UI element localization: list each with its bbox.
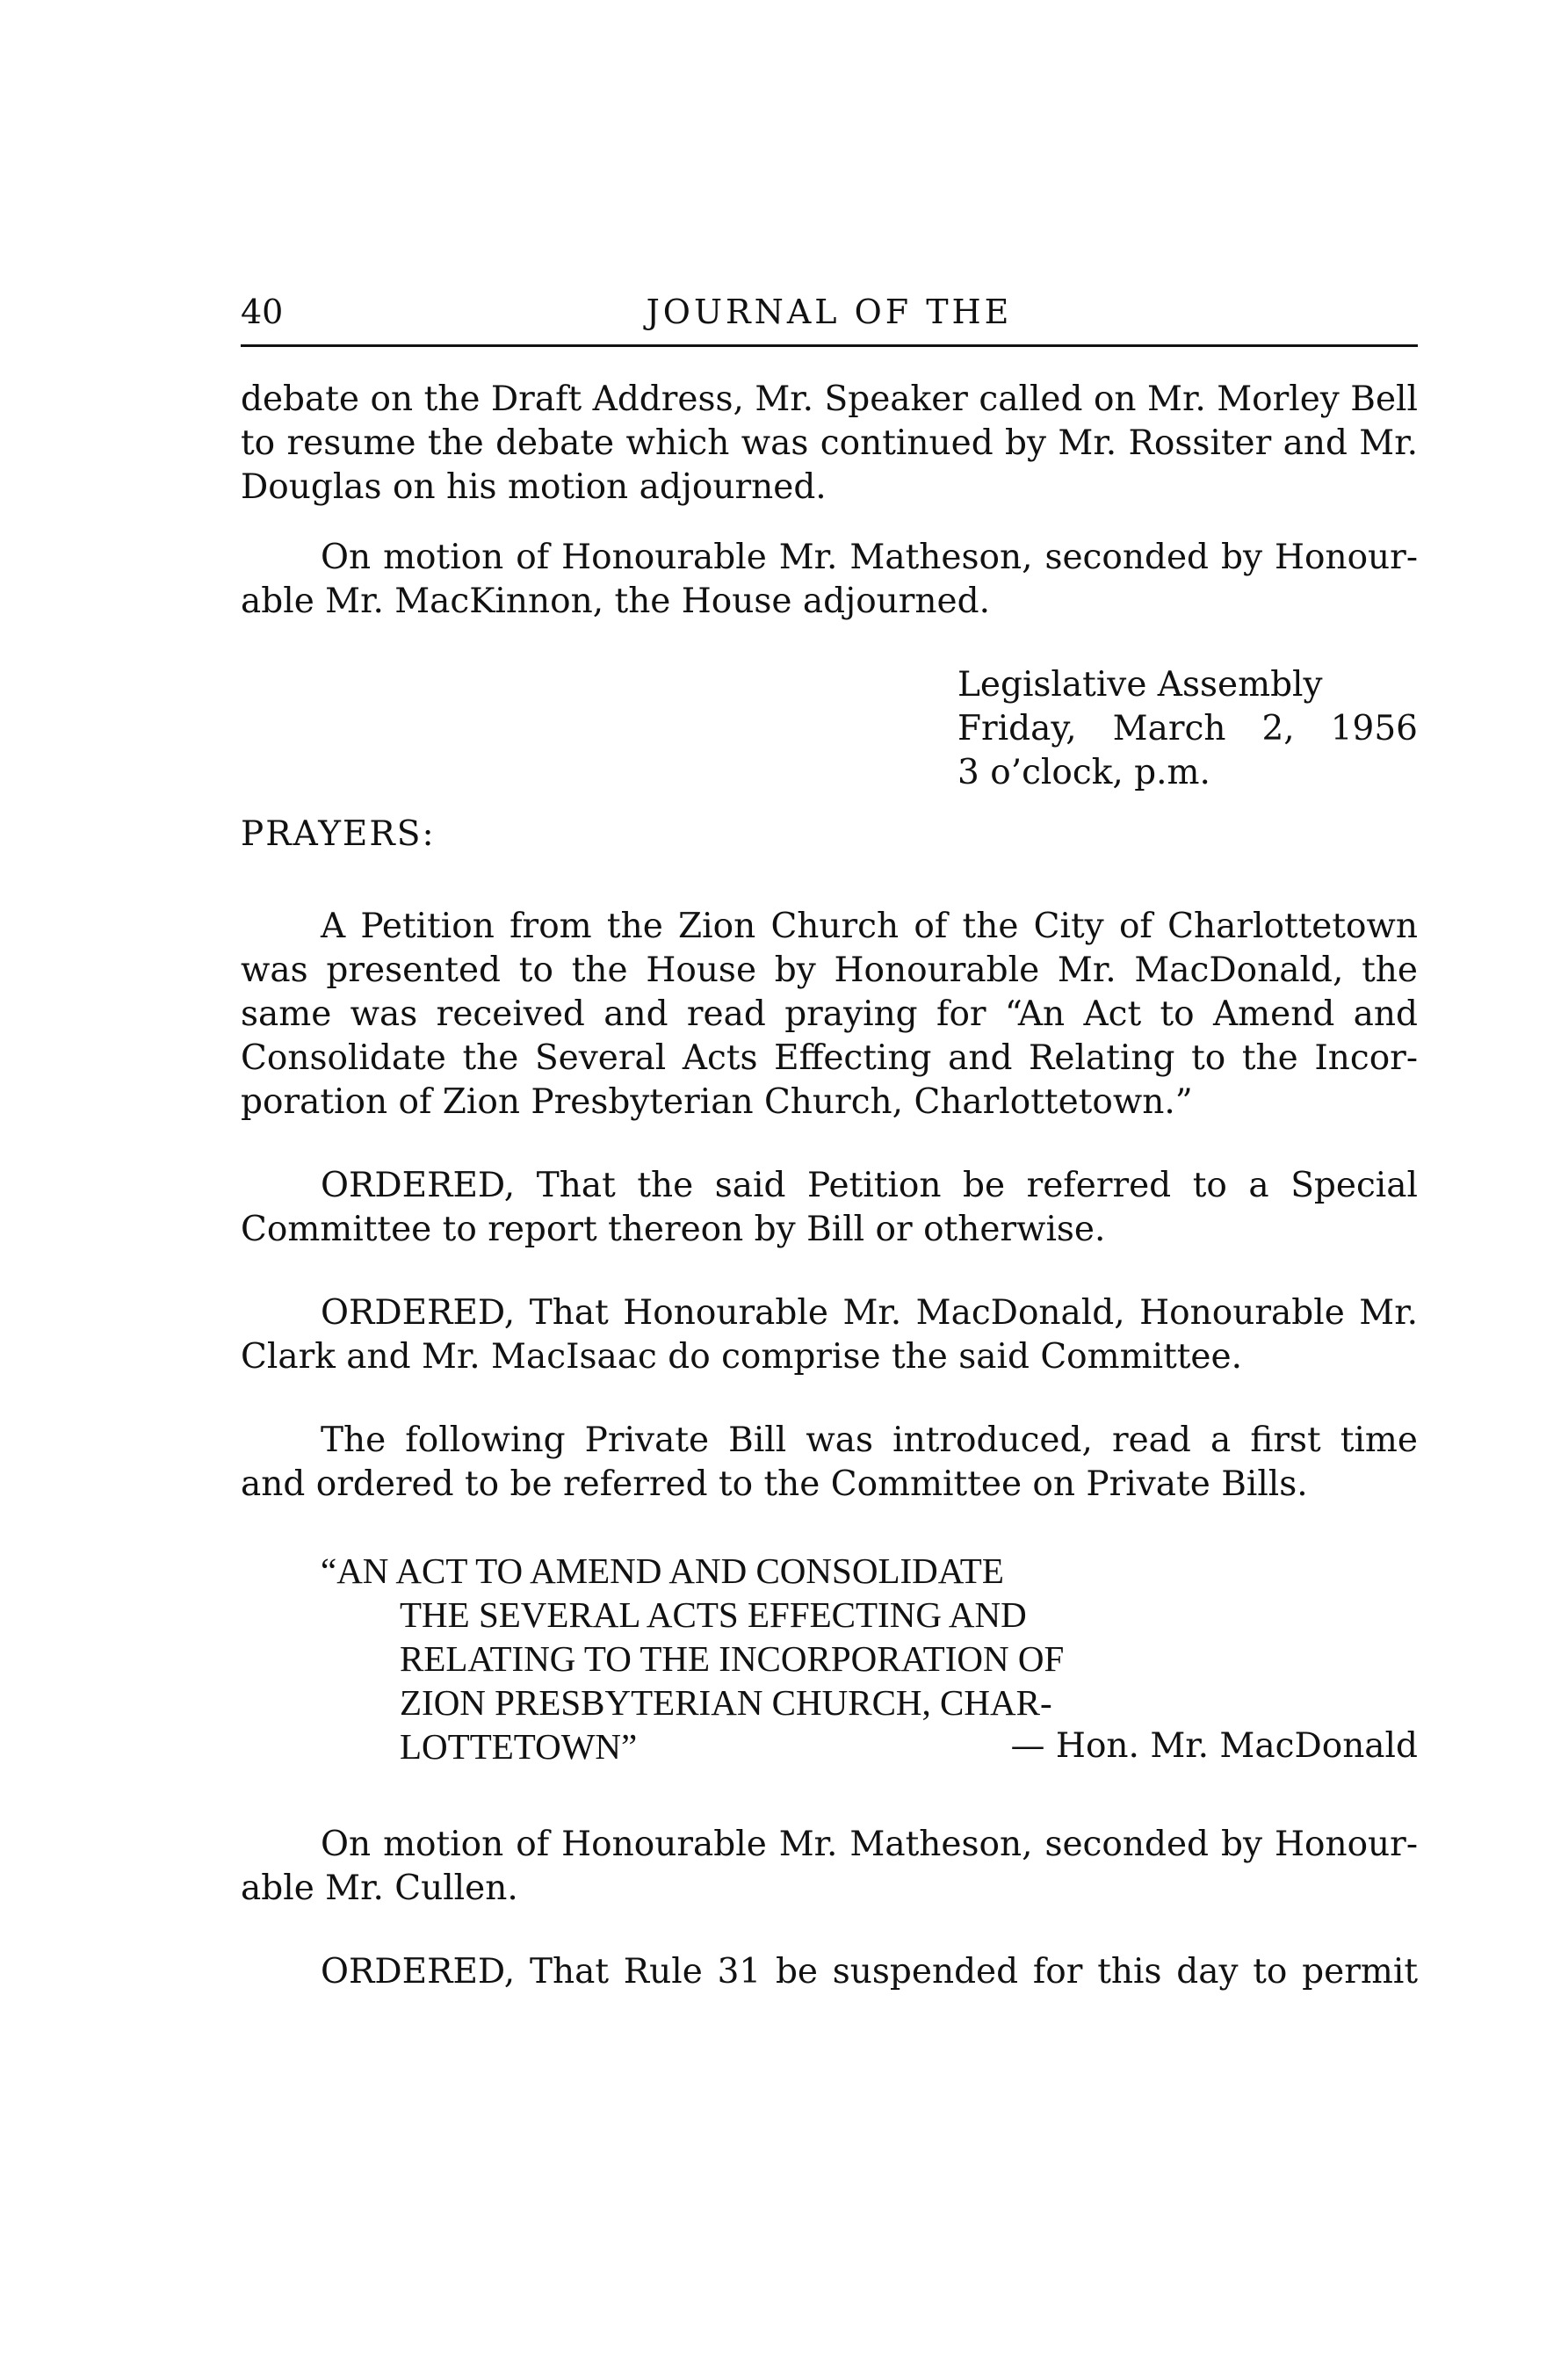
sitting-time: 3 o’clock, p.m. bbox=[957, 753, 1210, 792]
bill-title-line: THE SEVERAL ACTS EFFECTING AND bbox=[400, 1594, 1027, 1635]
page-header bbox=[241, 290, 1418, 347]
paragraph-line: debate on the Draft Address, Mr. Speaker called on Mr. Morley Bell bbox=[241, 380, 1418, 419]
paragraph-line: The following Private Bill was introduced, read a first time bbox=[321, 1421, 1418, 1460]
paragraph-line: Committee to report thereon by Bill or otherwise. bbox=[241, 1210, 1106, 1249]
paragraph-line: and ordered to be referred to the Committee on Private Bills. bbox=[241, 1464, 1308, 1504]
paragraph-line: On motion of Honourable Mr. Matheson, seconded by Honour- bbox=[321, 1825, 1418, 1864]
paragraph-line: was presented to the House by Honourable Mr. MacDonald, the bbox=[241, 951, 1418, 990]
bill-sponsor: — Hon. Mr. MacDonald bbox=[1010, 1726, 1418, 1766]
paragraph-line: ORDERED, That Honourable Mr. MacDonald, Honourable Mr. bbox=[321, 1293, 1418, 1333]
paragraph-line: same was received and read praying for “An Act to Amend and bbox=[241, 994, 1418, 1034]
sitting-place: Legislative Assembly bbox=[957, 665, 1323, 705]
bill-title-line: “AN ACT TO AMEND AND CONSOLIDATE bbox=[321, 1551, 1004, 1591]
bill-title-line: RELATING TO THE INCORPORATION OF bbox=[400, 1638, 1065, 1679]
paragraph-line: poration of Zion Presbyterian Church, Charlottetown.” bbox=[241, 1082, 1193, 1122]
sitting-date: Friday, March 2, 1956 bbox=[957, 709, 1418, 748]
paragraph-line: ORDERED, That the said Petition be referred to a Special bbox=[321, 1166, 1418, 1205]
paragraph-line: Douglas on his motion adjourned. bbox=[241, 467, 827, 507]
running-head: JOURNAL OF THE bbox=[646, 293, 1013, 331]
paragraph-line: On motion of Honourable Mr. Matheson, seconded by Honour- bbox=[321, 538, 1418, 577]
page-number: 40 bbox=[241, 293, 284, 331]
bill-title-line: ZION PRESBYTERIAN CHURCH, CHAR- bbox=[400, 1682, 1052, 1723]
paragraph-line: able Mr. Cullen. bbox=[241, 1869, 518, 1908]
bill-title-line: LOTTETOWN” bbox=[400, 1726, 638, 1767]
paragraph-line: ORDERED, That Rule 31 be suspended for this day to permit bbox=[321, 1952, 1418, 1992]
paragraph-line: A Petition from the Zion Church of the City of Charlottetown bbox=[321, 907, 1418, 946]
prayers-heading: PRAYERS: bbox=[241, 814, 436, 854]
paragraph-line: to resume the debate which was continued by Mr. Rossiter and Mr. bbox=[241, 423, 1418, 463]
paragraph-line: Clark and Mr. MacIsaac do comprise the said Committee. bbox=[241, 1337, 1242, 1377]
paragraph-line: able Mr. MacKinnon, the House adjourned. bbox=[241, 582, 990, 621]
paragraph-line: Consolidate the Several Acts Effecting and Relating to the Incor- bbox=[241, 1038, 1418, 1078]
